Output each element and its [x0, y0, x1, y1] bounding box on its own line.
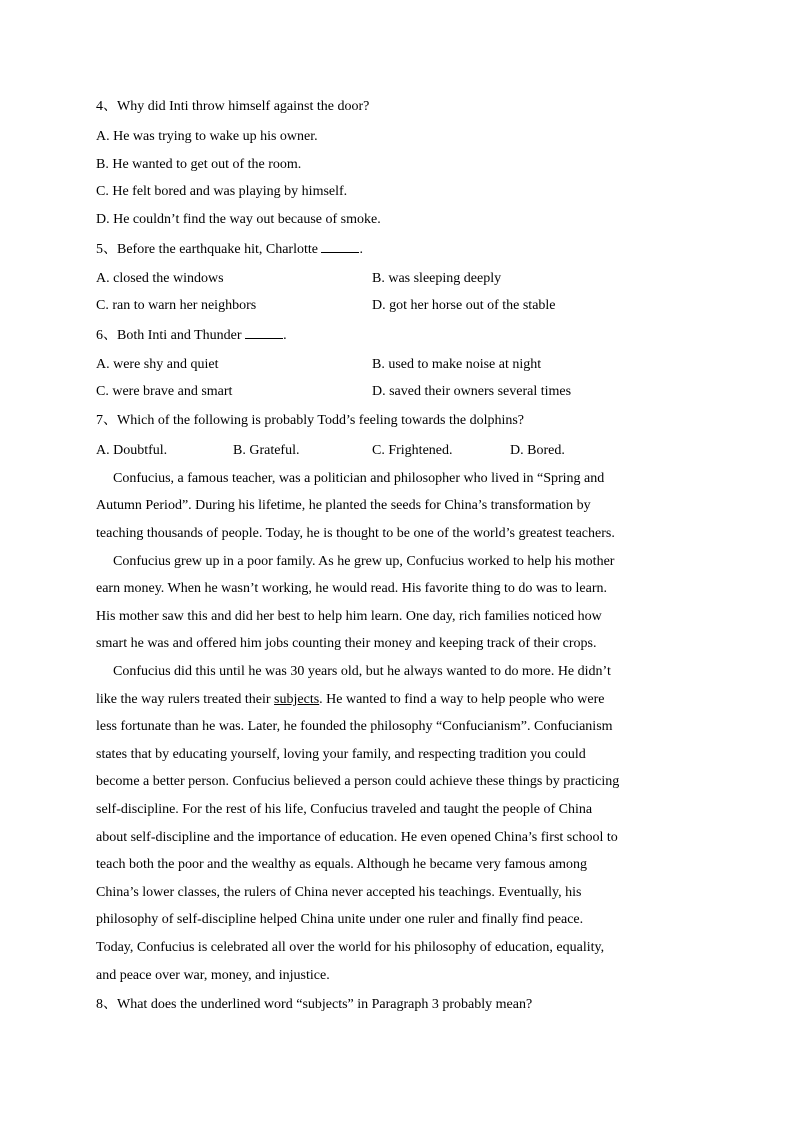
q7-option-b: B. Grateful. [233, 443, 300, 458]
q6-stem: 6、Both Inti and Thunder [96, 328, 246, 343]
passage-p1-line: teaching thousands of people. Today, he is thought to be one of the world’s greatest teachers. [96, 526, 615, 541]
passage-p3-line: less fortunate than he was. Later, he founded the philosophy “Confucianism”. Confucianism [96, 719, 613, 734]
passage-p3-line: states that by educating yourself, loving your family, and respecting tradition you could [96, 747, 586, 762]
passage-p3-line: teach both the poor and the wealthy as equals. Although he became very famous among [96, 857, 588, 872]
passage-p2-line: Confucius grew up in a poor family. As he grew up, Confucius worked to help his mother [113, 554, 615, 569]
q5-option-c: C. ran to warn her neighbors [96, 298, 257, 313]
passage-p3-line: become a better person. Confucius believed a person could achieve these things by practicing [96, 774, 620, 789]
q4-option-a: A. He was trying to wake up his owner. [96, 129, 318, 144]
q6-answer-blank [245, 326, 283, 339]
q4-stem: 4、Why did Inti throw himself against the door? [96, 99, 370, 114]
q7-option-c: C. Frightened. [372, 443, 453, 458]
q5-stem-end: . [359, 242, 363, 257]
q5-option-d: D. got her horse out of the stable [372, 298, 556, 313]
q5-option-a: A. closed the windows [96, 271, 224, 286]
passage-p1-line: Confucius, a famous teacher, was a politician and philosopher who lived in “Spring and [113, 471, 605, 486]
q5-answer-blank [321, 240, 359, 253]
underlined-word-subjects: subjects [274, 692, 320, 707]
passage-p3-line: about self-discipline and the importance of education. He even opened China’s first school to [96, 830, 618, 845]
passage-text: . He wanted to find a way to help people who were [319, 692, 605, 707]
q4-option-b: B. He wanted to get out of the room. [96, 157, 302, 172]
passage-p3-line: China’s lower classes, the rulers of China never accepted his teachings. Eventually, his [96, 885, 582, 900]
q5-option-b: B. was sleeping deeply [372, 271, 502, 286]
passage-p2-line: His mother saw this and did her best to help him learn. One day, rich families noticed how [96, 609, 602, 624]
q4-option-d: D. He couldn’t find the way out because of smoke. [96, 212, 381, 227]
passage-text: like the way rulers treated their [96, 692, 275, 707]
passage-p1-line: Autumn Period”. During his lifetime, he planted the seeds for China’s transformation by [96, 498, 591, 513]
passage-p3-line: Confucius did this until he was 30 years old, but he always wanted to do more. He didn’t [113, 664, 611, 679]
q6-option-b: B. used to make noise at night [372, 357, 542, 372]
passage-p3-line: self-discipline. For the rest of his life, Confucius traveled and taught the people of China [96, 802, 593, 817]
q5-stem-line [96, 240, 363, 259]
q7-option-d: D. Bored. [510, 443, 565, 458]
q7-stem: 7、Which of the following is probably Todd’s feeling towards the dolphins? [96, 413, 525, 428]
q7-option-a: A. Doubtful. [96, 443, 168, 458]
q6-stem-line [96, 326, 287, 345]
passage-p3-line: Today, Confucius is celebrated all over the world for his philosophy of education, equality, [96, 940, 605, 955]
q6-option-d: D. saved their owners several times [372, 384, 572, 399]
passage-p3-line: philosophy of self-discipline helped China unite under one ruler and finally find peace. [96, 912, 584, 927]
passage-p2-line: smart he was and offered him jobs counting their money and keeping track of their crops. [96, 636, 597, 651]
passage-p3-line [96, 691, 605, 709]
q6-stem-end: . [283, 328, 287, 343]
q6-option-a: A. were shy and quiet [96, 357, 219, 372]
q6-option-c: C. were brave and smart [96, 384, 233, 399]
passage-p2-line: earn money. When he wasn’t working, he would read. His favorite thing to do was to learn. [96, 581, 607, 596]
q4-option-c: C. He felt bored and was playing by himself. [96, 184, 348, 199]
q5-stem: 5、Before the earthquake hit, Charlotte [96, 242, 322, 257]
passage-p3-line: and peace over war, money, and injustice. [96, 968, 330, 983]
q8-stem: 8、What does the underlined word “subjects” in Paragraph 3 probably mean? [96, 997, 533, 1012]
